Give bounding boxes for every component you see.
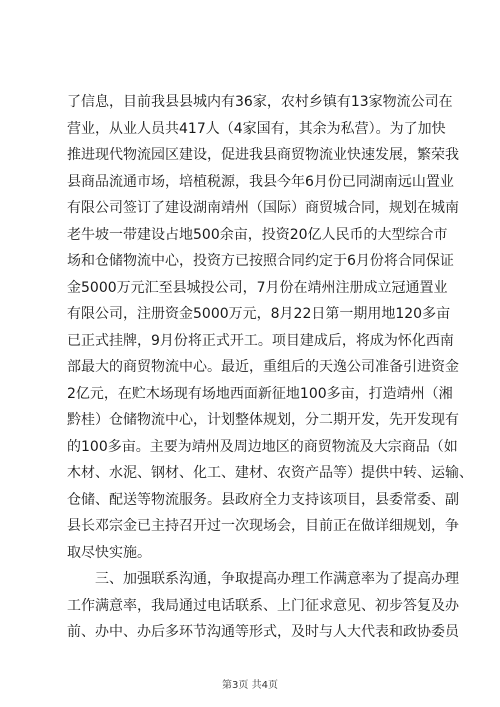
text-line: 老牛坡一带建设占地500余亩，投资20亿人民币的大型综合市 bbox=[67, 226, 448, 243]
text-line: 仓储、配送等物流服务。县政府全力支持该项目，县委常委、副 bbox=[67, 491, 459, 508]
text-line: 2亿元，在贮木场现有场地西面新征地100多亩，打造靖州（湘 bbox=[67, 385, 453, 402]
text-line: 的100多亩。主要为靖州及周边地区的商贸物流及大宗商品（如 bbox=[67, 438, 458, 455]
text-line: 黔桂）仓储物流中心，计划整体规划，分二期开发，先开发现有 bbox=[67, 412, 459, 428]
body-text bbox=[67, 89, 473, 646]
text-line: 木材、水泥、钢材、化工、建材、农资产品等）提供中转、运输、 bbox=[67, 465, 473, 481]
text-line: 有限公司，注册资金5000万元，8月22日第一期用地120多亩 bbox=[67, 306, 451, 322]
text-line: 了信息，目前我县县城内有36家，农村乡镇有13家物流公司在 bbox=[67, 94, 453, 110]
paragraph-end-line: 取尽快实施。 bbox=[67, 544, 151, 561]
text-line: 推进现代物流园区建设，促进我县商贸物流业快速发展，繁荣我 bbox=[67, 147, 459, 163]
text-line: 金5000万元汇至县城投公司，7月份在靖州注册成立冠通置业 bbox=[67, 279, 448, 296]
page-number-footer: 第3页 共4页 bbox=[222, 680, 278, 691]
text-line: 县商品流通市场，培植税源，我县今年6月份已同湖南远山置业 bbox=[67, 173, 454, 190]
text-line: 有限公司签订了建设湖南靖州（国际）商贸城合同，规划在城南 bbox=[67, 200, 459, 216]
text-line: 营业，从业人员共417人（4家国有，其余为私营）。为了加快 bbox=[67, 120, 446, 137]
section-heading-line: 三、加强联系沟通，争取提高办理工作满意率为了提高办理 bbox=[67, 571, 459, 587]
text-line: 部最大的商贸物流中心。最近，重组后的天逸公司准备引进资金 bbox=[67, 359, 459, 375]
text-line: 场和仓储物流中心，投资方已按照合同约定于6月份将合同保证 bbox=[67, 253, 454, 269]
text-line: 已正式挂牌，9月份将正式开工。项目建成后，将成为怀化西南 bbox=[67, 332, 454, 349]
text-line: 前、办中、办后多环节沟通等形式，及时与人大代表和政协委员 bbox=[67, 624, 459, 640]
text-line: 工作满意率，我局通过电话联系、上门征求意见、初步答复及办 bbox=[67, 597, 459, 614]
text-line: 县长邓宗金已主持召开过一次现场会，目前正在做详细规划，争 bbox=[67, 518, 459, 534]
